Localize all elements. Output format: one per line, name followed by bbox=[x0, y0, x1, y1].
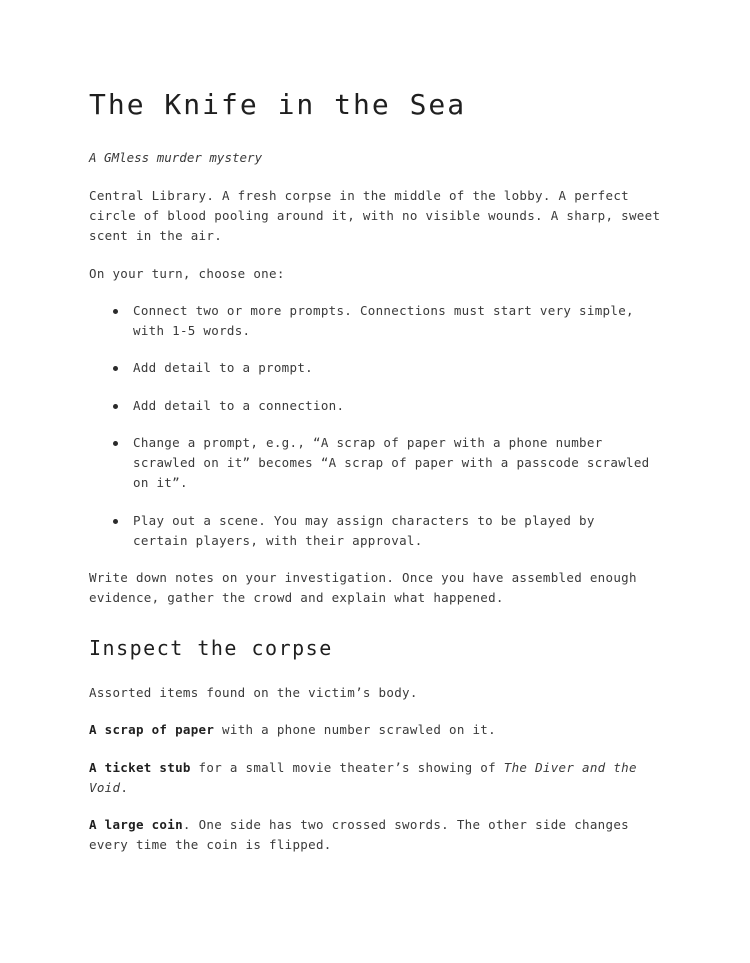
evidence-name: A scrap of paper bbox=[89, 722, 215, 737]
bullet-dot bbox=[113, 441, 118, 446]
list-item-text: Play out a scene. You may assign characters to be played by certain players, with their approval. bbox=[133, 513, 595, 548]
intro-paragraph: Central Library. A fresh corpse in the middle of the lobby. A perfect circle of blood pooling around it, with no visible wounds. A sharp, sweet scent in the air. bbox=[89, 188, 661, 243]
movie-title: The Diver and the Void bbox=[89, 760, 637, 795]
list-item-text: Add detail to a prompt. bbox=[133, 360, 313, 375]
closing-paragraph: Write down notes on your investigation. Once you have assembled enough evidence, gather the crowd and explain what happened. bbox=[89, 570, 637, 605]
evidence-name: A large coin bbox=[89, 817, 183, 832]
evidence-text: with a phone number scrawled on it. bbox=[214, 722, 496, 737]
document-title: The Knife in the Sea bbox=[89, 88, 467, 121]
section-intro: Assorted items found on the victim’s body. bbox=[89, 685, 418, 700]
evidence-item-coin bbox=[89, 815, 664, 855]
evidence-item-ticket bbox=[89, 758, 664, 798]
section-heading: Inspect the corpse bbox=[89, 636, 333, 660]
list-item-text: Change a prompt, e.g., “A scrap of paper with a phone number scrawled on it” becomes “A scrap of paper with a passcode scrawled on it”. bbox=[133, 435, 650, 490]
evidence-text-end: . bbox=[120, 780, 129, 795]
bullet-dot bbox=[113, 309, 118, 314]
list-item-text: Connect two or more prompts. Connections must start very simple, with 1-5 words. bbox=[133, 303, 634, 338]
document-subtitle: A GMless murder mystery bbox=[89, 150, 263, 165]
turn-prompt: On your turn, choose one: bbox=[89, 266, 285, 281]
bullet-dot bbox=[113, 366, 118, 371]
evidence-item-paper bbox=[89, 720, 664, 740]
evidence-text: . One side has two crossed swords. The other side changes every time the coin is flipped. bbox=[89, 817, 629, 852]
evidence-text: for a small movie theater’s showing of bbox=[190, 760, 504, 775]
evidence-name: A ticket stub bbox=[89, 760, 191, 775]
bullet-dot bbox=[113, 519, 118, 524]
list-item-text: Add detail to a connection. bbox=[133, 398, 345, 413]
bullet-dot bbox=[113, 404, 118, 409]
